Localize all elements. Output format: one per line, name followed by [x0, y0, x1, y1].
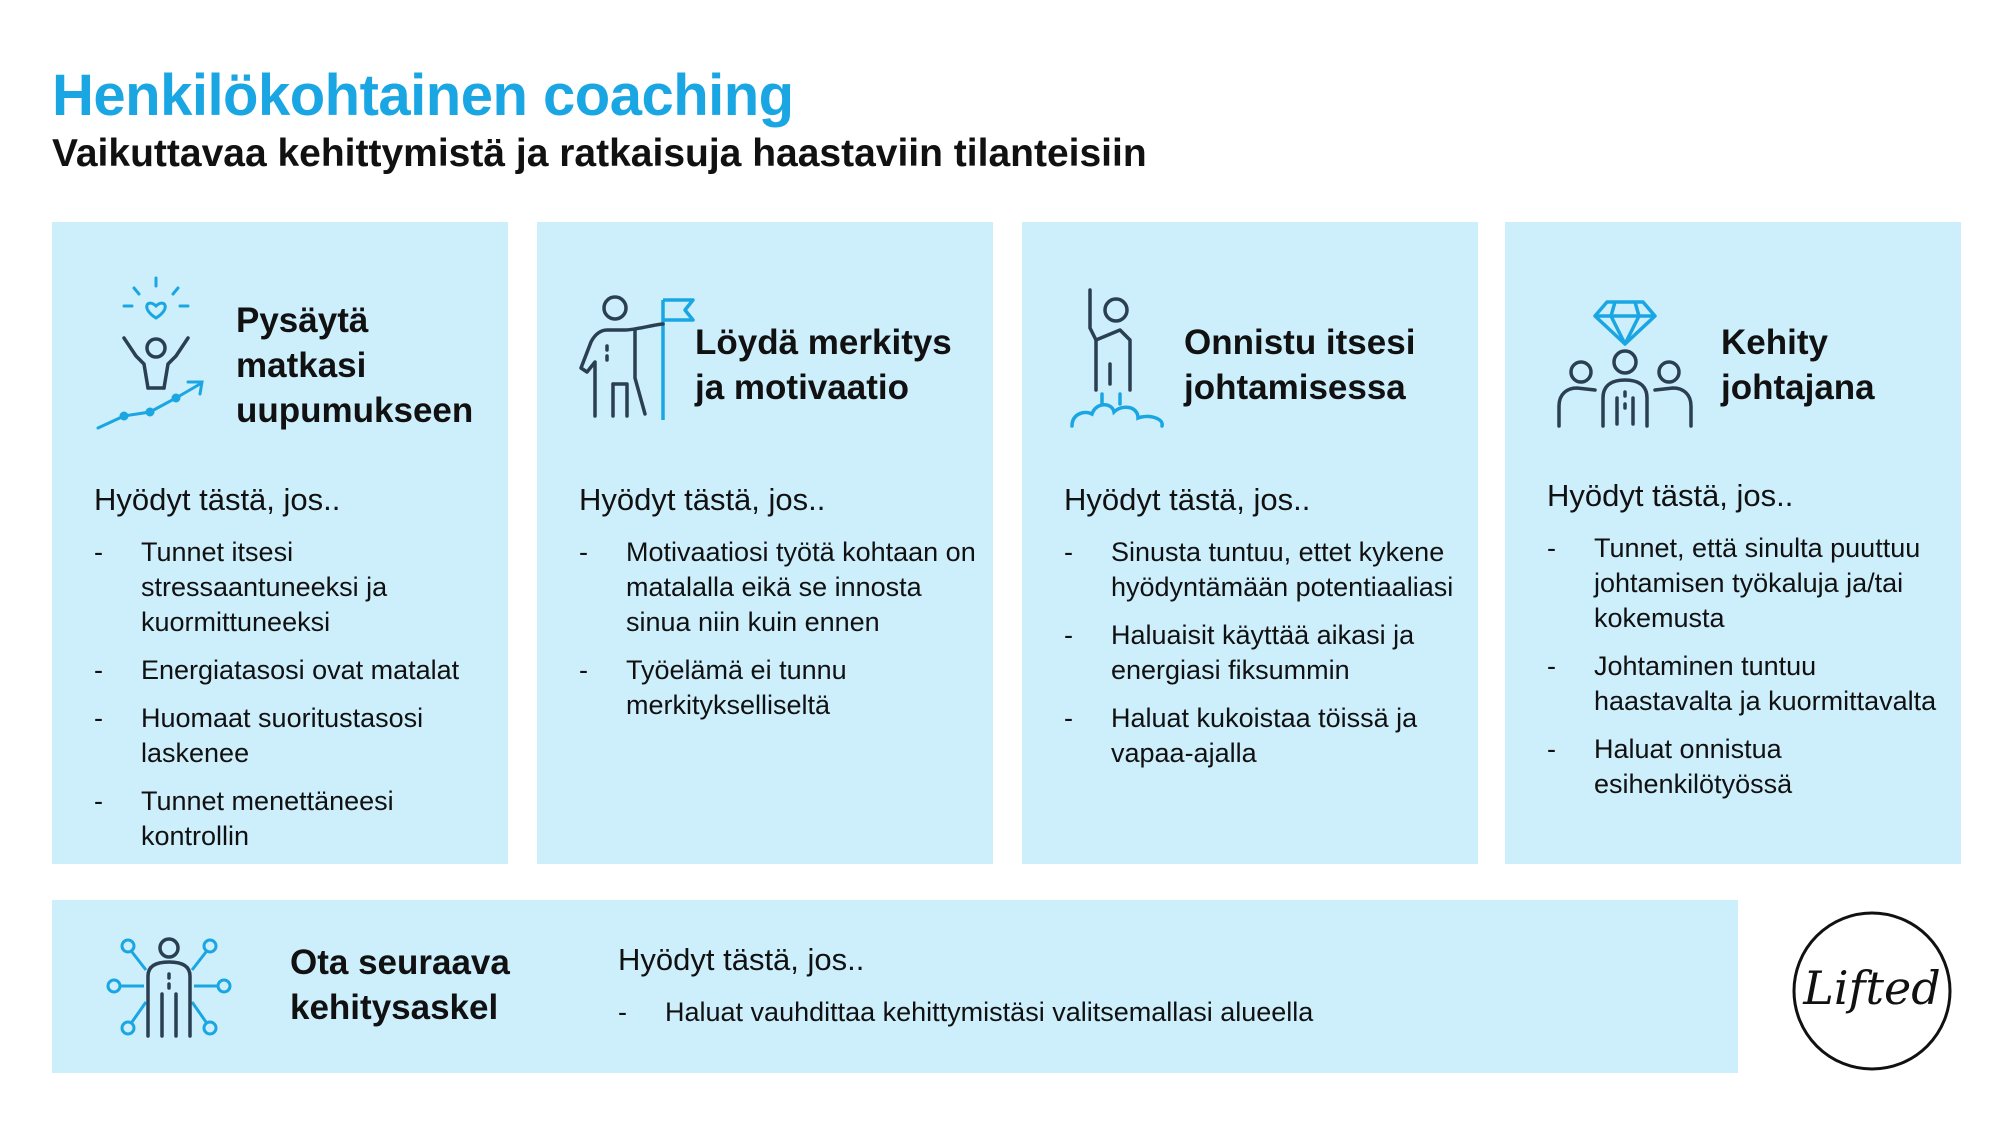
- list-item: - Tunnet itsesi stressaantuneeksi ja kuormittuneeksi: [94, 535, 504, 640]
- page-subtitle: Vaikuttavaa kehittymistä ja ratkaisuja haastaviin tilanteisiin: [52, 132, 1147, 175]
- benefit-label: Hyödyt tästä, jos..: [1547, 478, 1794, 513]
- list-item: - Haluaisit käyttää aikasi ja energiasi fiksummin: [1064, 618, 1474, 688]
- card-heading-line: Pysäytä: [236, 301, 369, 340]
- benefit-list: [1547, 531, 1957, 815]
- banner-heading: [290, 940, 510, 1030]
- card-stop-burnout: [52, 222, 508, 864]
- lifted-logo: [1791, 910, 1953, 1072]
- benefit-label: Hyödyt tästä, jos..: [1064, 482, 1311, 517]
- benefit-label: Hyödyt tästä, jos..: [579, 482, 826, 517]
- list-item: - Sinusta tuntuu, ettet kykene hyödyntämään potentiaaliasi: [1064, 535, 1474, 605]
- card-heading: [1184, 320, 1415, 410]
- banner-heading-line: Ota seuraava: [290, 943, 510, 982]
- card-heading: [695, 320, 952, 410]
- card-heading-line: johtajana: [1721, 368, 1875, 407]
- connected-person-icon: [106, 936, 232, 1042]
- list-item: - Tunnet menettäneesi kontrollin: [94, 784, 504, 854]
- diamond-team-icon: [1555, 296, 1695, 430]
- card-heading-line: uupumukseen: [236, 391, 474, 430]
- next-step-banner: [52, 900, 1738, 1073]
- card-heading: [1721, 320, 1875, 410]
- benefit-list: [579, 535, 989, 736]
- list-item: - Haluat vauhdittaa kehittymistäsi valitsemallasi alueella: [618, 995, 1313, 1030]
- card-find-meaning: [537, 222, 993, 864]
- list-item: - Motivaatiosi työtä kohtaan on matalalla eikä se innosta sinua niin kuin ennen: [579, 535, 989, 640]
- celebrating-person-icon: [94, 276, 224, 436]
- benefit-label: Hyödyt tästä, jos..: [94, 482, 341, 517]
- card-heading-line: johtamisessa: [1184, 368, 1406, 407]
- page-title: Henkilökohtainen coaching: [52, 63, 794, 128]
- benefit-list: [1064, 535, 1474, 784]
- list-item: - Työelämä ei tunnu merkitykselliseltä: [579, 653, 989, 723]
- benefit-list: [94, 535, 504, 867]
- list-item: - Johtaminen tuntuu haastavalta ja kuormittavalta: [1547, 649, 1957, 719]
- list-item: - Tunnet, että sinulta puuttuu johtamisen työkaluja ja/tai kokemusta: [1547, 531, 1957, 636]
- benefit-list: [618, 995, 1313, 1030]
- card-self-leadership: [1022, 222, 1478, 864]
- card-heading-line: Kehity: [1721, 323, 1828, 362]
- card-heading-line: Löydä merkitys: [695, 323, 952, 362]
- card-heading-line: matkasi: [236, 346, 367, 385]
- banner-heading-line: kehitysaskel: [290, 988, 499, 1027]
- benefit-label: Hyödyt tästä, jos..: [618, 942, 865, 977]
- list-item: - Energiatasosi ovat matalat: [94, 653, 504, 688]
- card-heading-line: Onnistu itsesi: [1184, 323, 1416, 362]
- rising-person-icon: [1068, 286, 1178, 432]
- card-heading-line: ja motivaatio: [695, 368, 909, 407]
- list-item: - Haluat onnistua esihenkilötyössä: [1547, 732, 1957, 802]
- person-with-flag-icon: [573, 286, 703, 426]
- list-item: - Huomaat suoritustasosi laskenee: [94, 701, 504, 771]
- card-heading: [236, 298, 473, 433]
- list-item: - Haluat kukoistaa töissä ja vapaa-ajalla: [1064, 701, 1474, 771]
- card-develop-as-leader: [1505, 222, 1961, 864]
- logo-text: Lifted: [1803, 961, 1941, 1015]
